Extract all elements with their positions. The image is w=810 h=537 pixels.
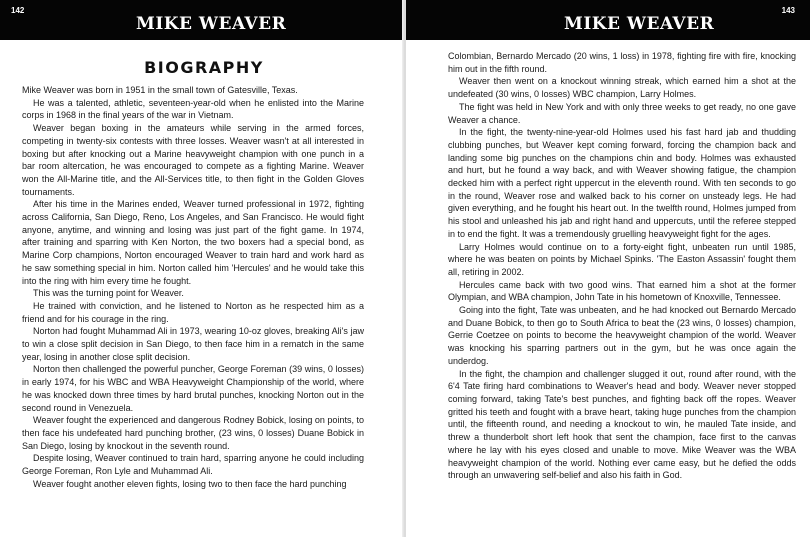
paragraph: He trained with conviction, and he listened to Norton as he respected him as a friend and for his courage in the ring. bbox=[22, 300, 364, 324]
right-page-text bbox=[448, 50, 796, 482]
right-page-header bbox=[406, 0, 810, 40]
right-running-title: MIKE WEAVER bbox=[564, 14, 715, 34]
left-page-number: 142 bbox=[11, 6, 25, 15]
left-running-title: MIKE WEAVER bbox=[136, 14, 287, 34]
paragraph: Norton had fought Muhammad Ali in 1973, wearing 10-oz gloves, breaking Ali's jaw to win a close split decision in San Diego, to then face him in a rematch in the same year, losing in another close split decision. bbox=[22, 326, 364, 362]
left-page bbox=[0, 0, 404, 537]
paragraph: He was a talented, athletic, seventeen-year-old when he enlisted into the Marine corps in 1968 in the final years of the war in Vietnam. bbox=[22, 97, 364, 121]
paragraph: Weaver fought another eleven fights, losing two to then face the hard punching bbox=[33, 478, 347, 489]
paragraph: Larry Holmes would continue on to a forty-eight fight, unbeaten run until 1985, where he was beaten on points by Michael Spinks. 'The Easton Assassin' fought them all, retiring in 2002. bbox=[448, 241, 796, 277]
paragraph: In the fight, the champion and challenger slugged it out, round after round, with the 6'4 Tate firing hard combinations to Weaver's head and body. Weaver never stopped coming forward, taking Tate's best punches, and fighting back off the ropes. Weaver gritted his teeth and fought with a brave heart, taking huge punches from the champion until, the fifteenth round, and needing a knockout to win, he mauled Tate inside, and threw a thunderbolt short left hook that sent the champion, face first to the canvas where he lay with his eyes closed and unable to move. Mike Weaver was the WBA heavyweight champion of the world. Nothing ever came easy, but he defied the odds through an unwavering self-belief and also his faith in God. bbox=[448, 368, 796, 481]
left-page-text bbox=[22, 84, 364, 491]
paragraph: After his time in the Marines ended, Weaver turned professional in 1972, fighting across California, San Diego, Reno, Los Angeles, and San Francisco. He would fight anyone, anytime, and winning and losing was just part of the fight game. In 1974, after training and sparring with Ken Norton, the two boxers had a special bond, as Marine Corp champions, Norton encouraged Weaver to train hard and work hard as he saw something special in him. Norton called him 'Hercules' and he would take this into the ring with him every time he fought. bbox=[22, 199, 364, 286]
paragraph: Norton then challenged the powerful puncher, George Foreman (39 wins, 0 losses) in early 1974, for his WBC and WBA Heavyweight Championship of the world, where he was knocked down three times by hard brutal punches, knocking Norton out in the second round in Venezuela. bbox=[22, 364, 364, 413]
paragraph: Going into the fight, Tate was unbeaten, and he had knocked out Bernardo Mercado and Duane Bobick, to then go to South Africa to beat the (23 wins, 0 losses) champion, Gerrie Coetzee on points to become the heavyweight champion of the world. Weaver was knocking his sparring partners out in the gym, but he was once again the underdog. bbox=[448, 305, 796, 366]
paragraph: Hercules came back with two good wins. That earned him a shot at the former Olympian, and WBA champion, John Tate in his hometown of Knoxville, Tennessee. bbox=[448, 279, 796, 303]
paragraph: This was the turning point for Weaver. bbox=[33, 288, 184, 299]
left-page-header bbox=[0, 0, 404, 40]
paragraph: In the fight, the twenty-nine-year-old Holmes used his fast hard jab and thudding clubbing punches, but Weaver kept coming forward, forcing the champion back and landing some big punches on the champions chin and body. Holmes was exhausted and hurt, but he found a way back, and with Weaver showing fatigue, the champion decked him with a perfect right uppercut in the eleventh round. With ten seconds to go in the round, Weaver rose and walked back to his corner on unsteady legs. He had given everything, and he fought his heart out. In the twelfth round, Holmes jumped from his stool and unleashed his jab and right hand and uppercuts, until the referee stepped in to end the fight. It was a tremendously gruelling heavyweight fight for the ages. bbox=[448, 127, 796, 239]
paragraph: Mike Weaver was born in 1951 in the small town of Gatesville, Texas. bbox=[22, 85, 298, 95]
paragraph: Weaver fought the experienced and dangerous Rodney Bobick, losing on points, to then face his undefeated hard punching brother, (23 wins, 0 losses) Duane Bobick in San Diego, losing by knockout in the seventh round. bbox=[22, 415, 364, 451]
paragraph: Despite losing, Weaver continued to train hard, sparring anyone he could including George Foreman, Ron Lyle and Muhammad Ali. bbox=[22, 453, 364, 477]
paragraph: Weaver then went on a knockout winning streak, which earned him a shot at the undefeated (30 wins, 0 losses) WBC champion, Larry Holmes. bbox=[448, 76, 796, 100]
right-page bbox=[406, 0, 810, 537]
paragraph: Colombian, Bernardo Mercado (20 wins, 1 loss) in 1978, fighting fire with fire, knocking him out in the fifth round. bbox=[448, 51, 796, 74]
paragraph: Weaver began boxing in the amateurs while serving in the armed forces, competing in twenty-six contests with three losses. Weaver wasn't at all interested in boxing but after knocking out a Marine heavyweight champion with one punch in a bar room altercation, he was encouraged to compete as a fighting Marine. Weaver won the All-Marine title, and the All-Services title, to then fight in the Golden Gloves tournaments. bbox=[22, 123, 364, 197]
paragraph: The fight was held in New York and with only three weeks to get ready, no one gave Weaver a chance. bbox=[448, 101, 796, 125]
right-page-number: 143 bbox=[781, 6, 795, 15]
biography-heading: BIOGRAPHY bbox=[144, 58, 264, 77]
